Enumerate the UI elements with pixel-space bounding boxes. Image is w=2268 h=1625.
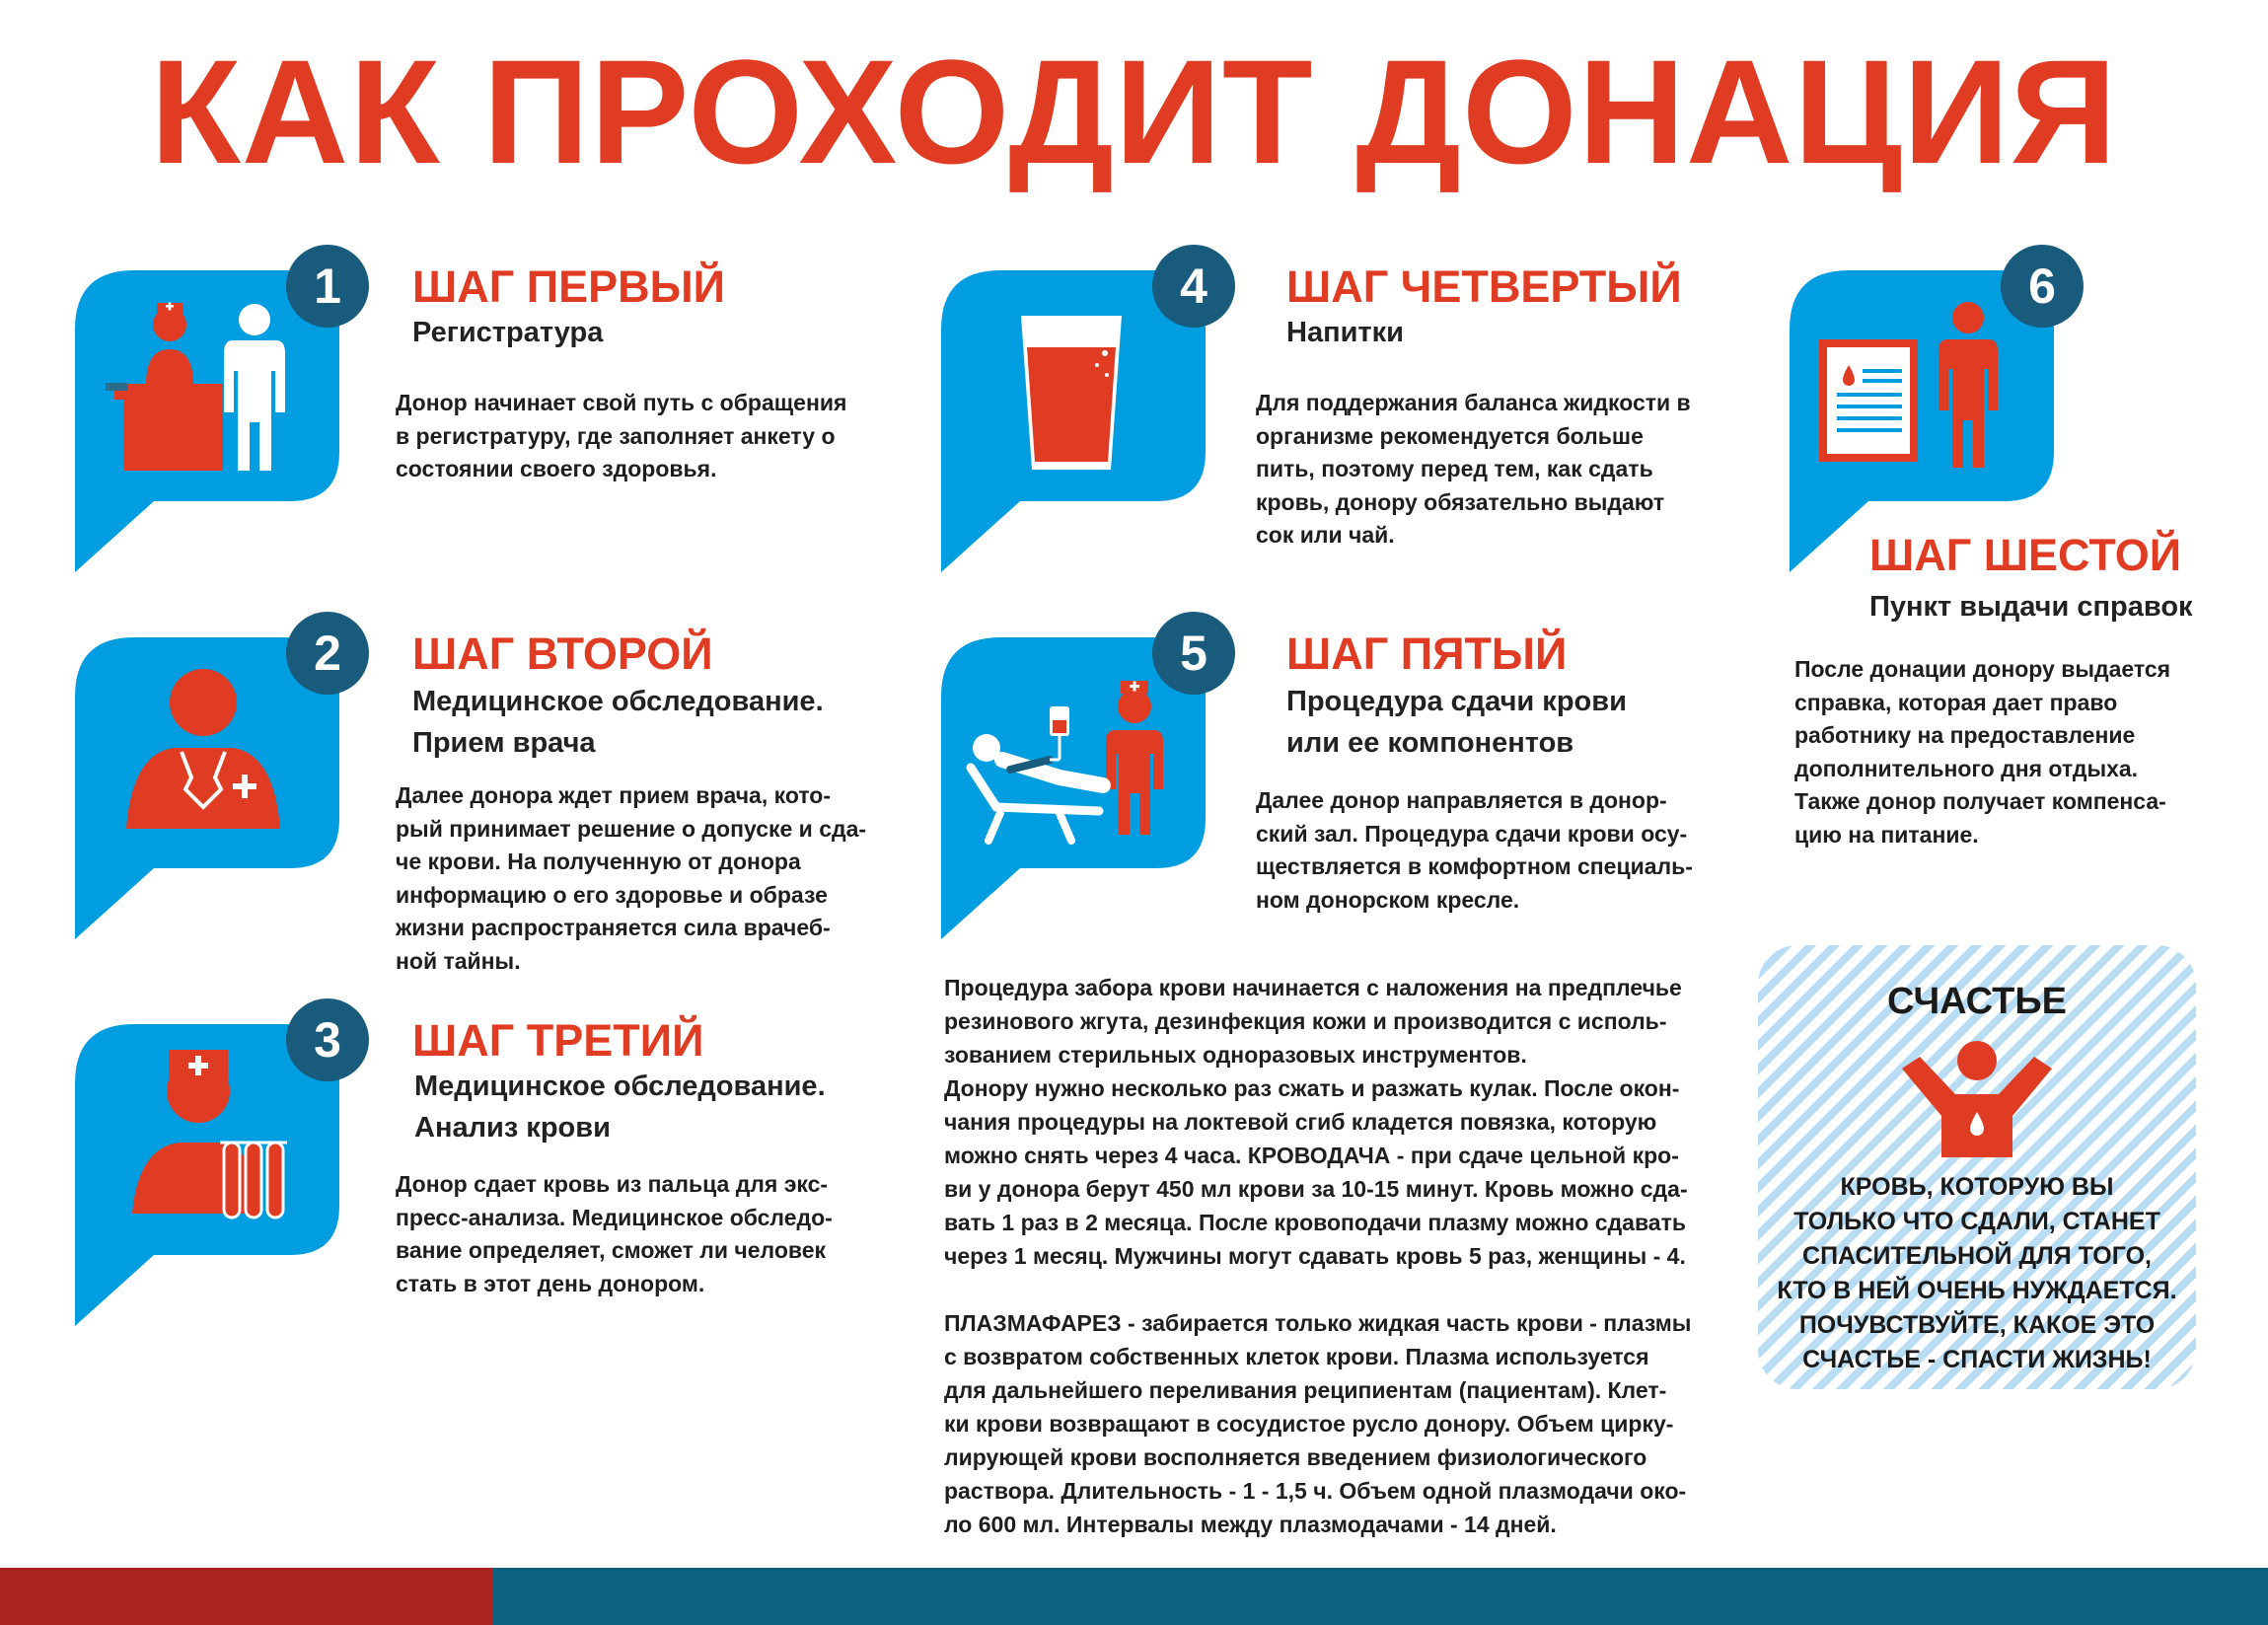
step-4-subtitle: Напитки (1286, 317, 1404, 348)
footer-bar-red (0, 1568, 493, 1625)
happiness-title: СЧАСТЬЕ (1886, 981, 2068, 1022)
step-6-icon-box (1790, 245, 2066, 572)
step-6-title: ШАГ ШЕСТОЙ (1869, 530, 2182, 580)
step-1-subtitle: Регистратура (412, 317, 604, 348)
step-1-number: 1 (314, 259, 341, 314)
step-4-title: ШАГ ЧЕТВЕРТЫЙ (1286, 261, 1682, 312)
step-6-number: 6 (2028, 259, 2056, 314)
step-2-description: Далее донора ждет прием врача, кото- рый принимает решение о допуске и сда- че крови. На полученную от донора информацию о его здоровье и образе жизни распространяется сила врачеб- ной тайны. (396, 782, 867, 974)
step-3-subtitle: Медицинское обследование. Анализ крови (414, 1071, 826, 1144)
step-2-title: ШАГ ВТОРОЙ (412, 628, 713, 679)
step-4-description: Для поддержания баланса жидкости в организме рекомендуется больше пить, поэтому перед тем, как сдать кровь, донору обязательно выдают сок или чай. (1256, 390, 1691, 548)
happy-person-icon (1896, 1039, 2058, 1157)
step-5-icon-box (941, 612, 1217, 939)
step-6-description: После донации донору выдается справка, которая дает право работнику на предоставление дополнительного дня отдыха. Также донор получает компенса- цию на питание. (1794, 656, 2171, 848)
step-5-number: 5 (1180, 626, 1207, 681)
procedure-description: Процедура забора крови начинается с наложения на предплечье резинового жгута, дезинфекция кожи и производится с исполь- зованием стерильных одноразовых инструментов. Донору нужно несколько раз сжать и разжать кулак. После окон- чания процедуры на локтевой сгиб кладется повязка, которую можно снять через 4 часа. КРОВОДАЧА - при сдаче цельной кро- ви у донора берут 450 мл крови за 10-15 минут. Кровь можно сда- вать 1 раз в 2 месяца. После кровоподачи плазму можно сдавать через 1 месяц. Мужчины могут сдавать кровь 5 раз, женщины - 4. ПЛАЗМАФАРЕЗ - забирается только жидкая часть крови - плазмы с возвратом собственных клеток крови. Плазма используется для дальнейшего переливания реципиентам (пациентам). Клет- ки крови возвращают в сосудистое русло донору. Объем цирку- лирующей крови восполняется введением физиологического раствора. Длительность - 1 - 1,5 ч. Объем одной плазмодачи око- ло 600 мл. Интервалы между плазмодачами - 14 дней. (944, 975, 1692, 1537)
step-4-number: 4 (1180, 259, 1207, 314)
step-1-icon-box (75, 245, 351, 572)
step-4-icon-box (941, 245, 1217, 572)
step-1-description: Донор начинает свой путь с обращения в регистратуру, где заполняет анкету о состоянии своего здоровья. (396, 390, 847, 481)
step-2-number: 2 (314, 626, 341, 681)
step-3-title: ШАГ ТРЕТИЙ (412, 1015, 704, 1066)
step-3-icon-box (75, 998, 351, 1326)
step-3-number: 3 (314, 1012, 341, 1068)
happiness-text: КРОВЬ, КОТОРУЮ ВЫ ТОЛЬКО ЧТО СДАЛИ, СТАНЕТ СПАСИТЕЛЬНОЙ ДЛЯ ТОГО, КТО В НЕЙ ОЧЕНЬ НУЖДАЕТСЯ. ПОЧУВСТВУЙТЕ, КАКОЕ ЭТО СЧАСТЬЕ - СПАСТИ ЖИЗНЬ! (1777, 1173, 2177, 1373)
step-2-subtitle: Медицинское обследование. Прием врача (412, 686, 824, 759)
step-1-title: ШАГ ПЕРВЫЙ (412, 261, 725, 312)
step-5-description: Далее донор направляется в донор- ский зал. Процедура сдачи крови осу- ществляется в комфортном специаль- ном донорском кресле. (1256, 787, 1693, 913)
juice-glass-icon (1021, 316, 1122, 470)
step-5-subtitle: Процедура сдачи крови или ее компонентов (1286, 686, 1627, 759)
step-6-subtitle: Пункт выдачи справок (1869, 591, 2193, 623)
footer-bar-blue (493, 1568, 2268, 1625)
step-3-description: Донор сдает кровь из пальца для экс- пресс-анализа. Медицинское обследо- вание определяет, сможет ли человек стать в этот день донором. (396, 1171, 833, 1296)
page-title: КАК ПРОХОДИТ ДОНАЦИЯ (150, 29, 2118, 194)
step-5-title: ШАГ ПЯТЫЙ (1286, 628, 1568, 679)
step-2-icon-box (75, 612, 351, 939)
happiness-box (1758, 945, 2196, 1389)
